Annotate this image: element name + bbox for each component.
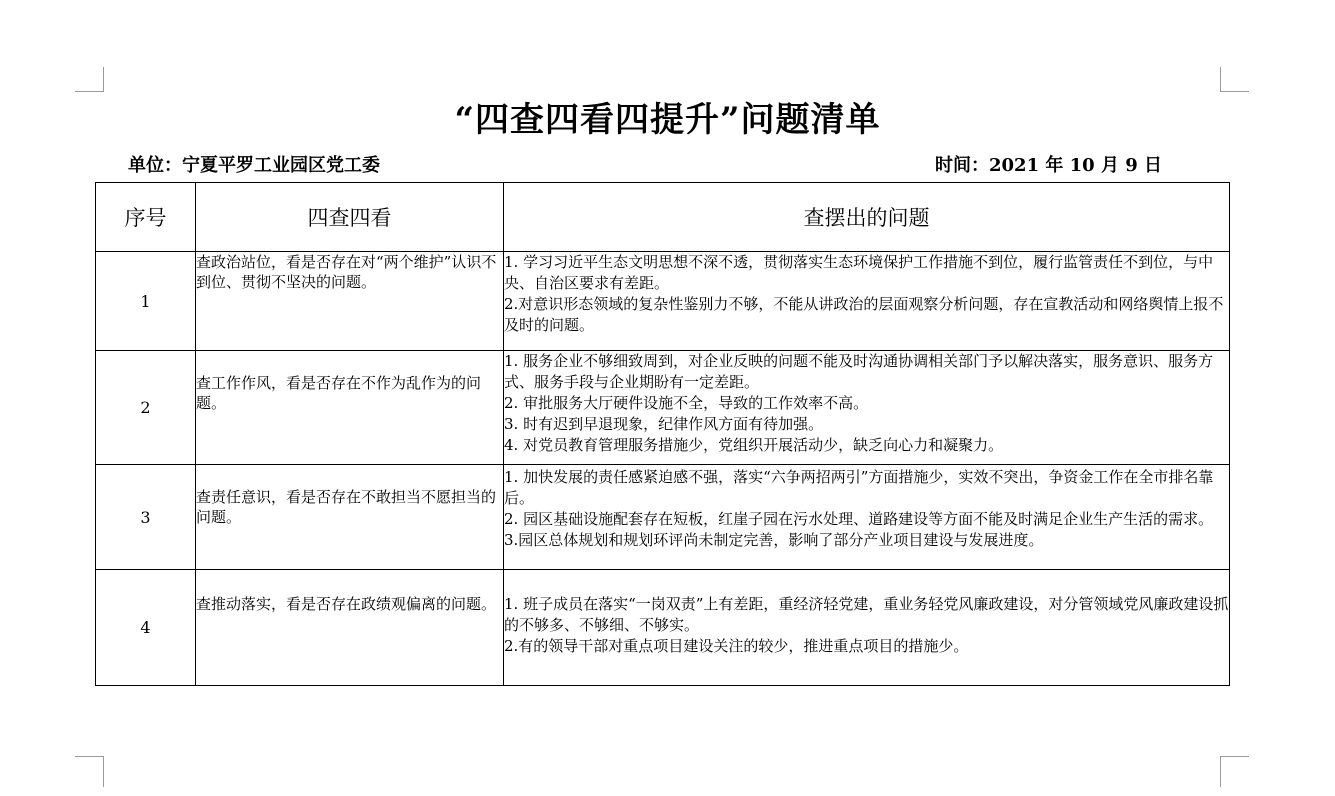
issue-item: 2.对意识形态领域的复杂性鉴别力不够，不能从讲政治的层面观察分析问题，存在宣教活动和网络舆情上报不及时的问题。: [504, 295, 1224, 334]
row-check-item: 查推动落实，看是否存在政绩观偏离的问题。: [196, 570, 504, 686]
row-issues: [504, 465, 1230, 570]
table-row: [96, 465, 1230, 570]
problem-list-table: [95, 182, 1230, 686]
issue-item: 1. 加快发展的责任感紧迫感不强，落实“六争两招两引”方面措施少，实效不突出，争资金工作在全市排名靠后。: [504, 468, 1214, 507]
issue-item: 3.园区总体规划和规划环评尚未制定完善，影响了部分产业项目建设与发展进度。: [504, 531, 1044, 549]
row-number: 3: [96, 465, 196, 570]
unit-label: 单位：宁夏平罗工业园区党工委: [128, 155, 380, 176]
row-check-item: 查工作作风，看是否存在不作为乱作为的问题。: [196, 351, 504, 465]
issue-item: 2.有的领导干部对重点项目建设关注的较少，推进重点项目的措施少。: [504, 637, 969, 655]
date-label: 时间：2021 年 10 月 9 日: [935, 155, 1163, 176]
document-title: “四查四看四提升”问题清单: [454, 100, 881, 140]
crop-mark-bottom-right: [1220, 756, 1249, 787]
row-issues: [504, 570, 1230, 686]
table-header-row: [96, 183, 1230, 252]
row-number: 1: [96, 252, 196, 351]
row-check-item: 查政治站位，看是否存在对“两个维护”认识不到位、贯彻不坚决的问题。: [196, 252, 504, 351]
header-issues: 查摆出的问题: [504, 183, 1230, 252]
issue-item: 4. 对党员教育管理服务措施少，党组织开展活动少，缺乏向心力和凝聚力。: [504, 436, 1004, 454]
crop-mark-top-left: [75, 67, 104, 92]
issue-item: 3. 时有迟到早退现象，纪律作风方面有待加强。: [504, 415, 824, 433]
header-number: 序号: [96, 183, 196, 252]
issue-item: 1. 班子成员在落实“一岗双责”上有差距，重经济轻党建，重业务轻党风廉政建设，对分管领域党风廉政建设抓的不够多、不够细、不够实。: [504, 595, 1229, 634]
row-check-item: 查责任意识，看是否存在不敢担当不愿担当的问题。: [196, 465, 504, 570]
row-number: 4: [96, 570, 196, 686]
header-check: 四查四看: [196, 183, 504, 252]
row-number: 2: [96, 351, 196, 465]
table-row: [96, 252, 1230, 351]
issue-item: 1. 服务企业不够细致周到，对企业反映的问题不能及时沟通协调相关部门予以解决落实，服务意识、服务方式、服务手段与企业期盼有一定差距。: [504, 352, 1214, 391]
crop-mark-top-right: [1220, 67, 1249, 92]
issue-item: 2. 审批服务大厅硬件设施不全，导致的工作效率不高。: [504, 394, 869, 412]
issue-item: 2. 园区基础设施配套存在短板，红崖子园在污水处理、道路建设等方面不能及时满足企业生产生活的需求。: [504, 510, 1214, 528]
table-row: [96, 570, 1230, 686]
issue-item: 1. 学习习近平生态文明思想不深不透，贯彻落实生态环境保护工作措施不到位，履行监管责任不到位，与中央、自治区要求有差距。: [504, 253, 1214, 292]
row-issues: [504, 351, 1230, 465]
table-row: [96, 351, 1230, 465]
row-issues: [504, 252, 1230, 351]
crop-mark-bottom-left: [75, 756, 104, 787]
